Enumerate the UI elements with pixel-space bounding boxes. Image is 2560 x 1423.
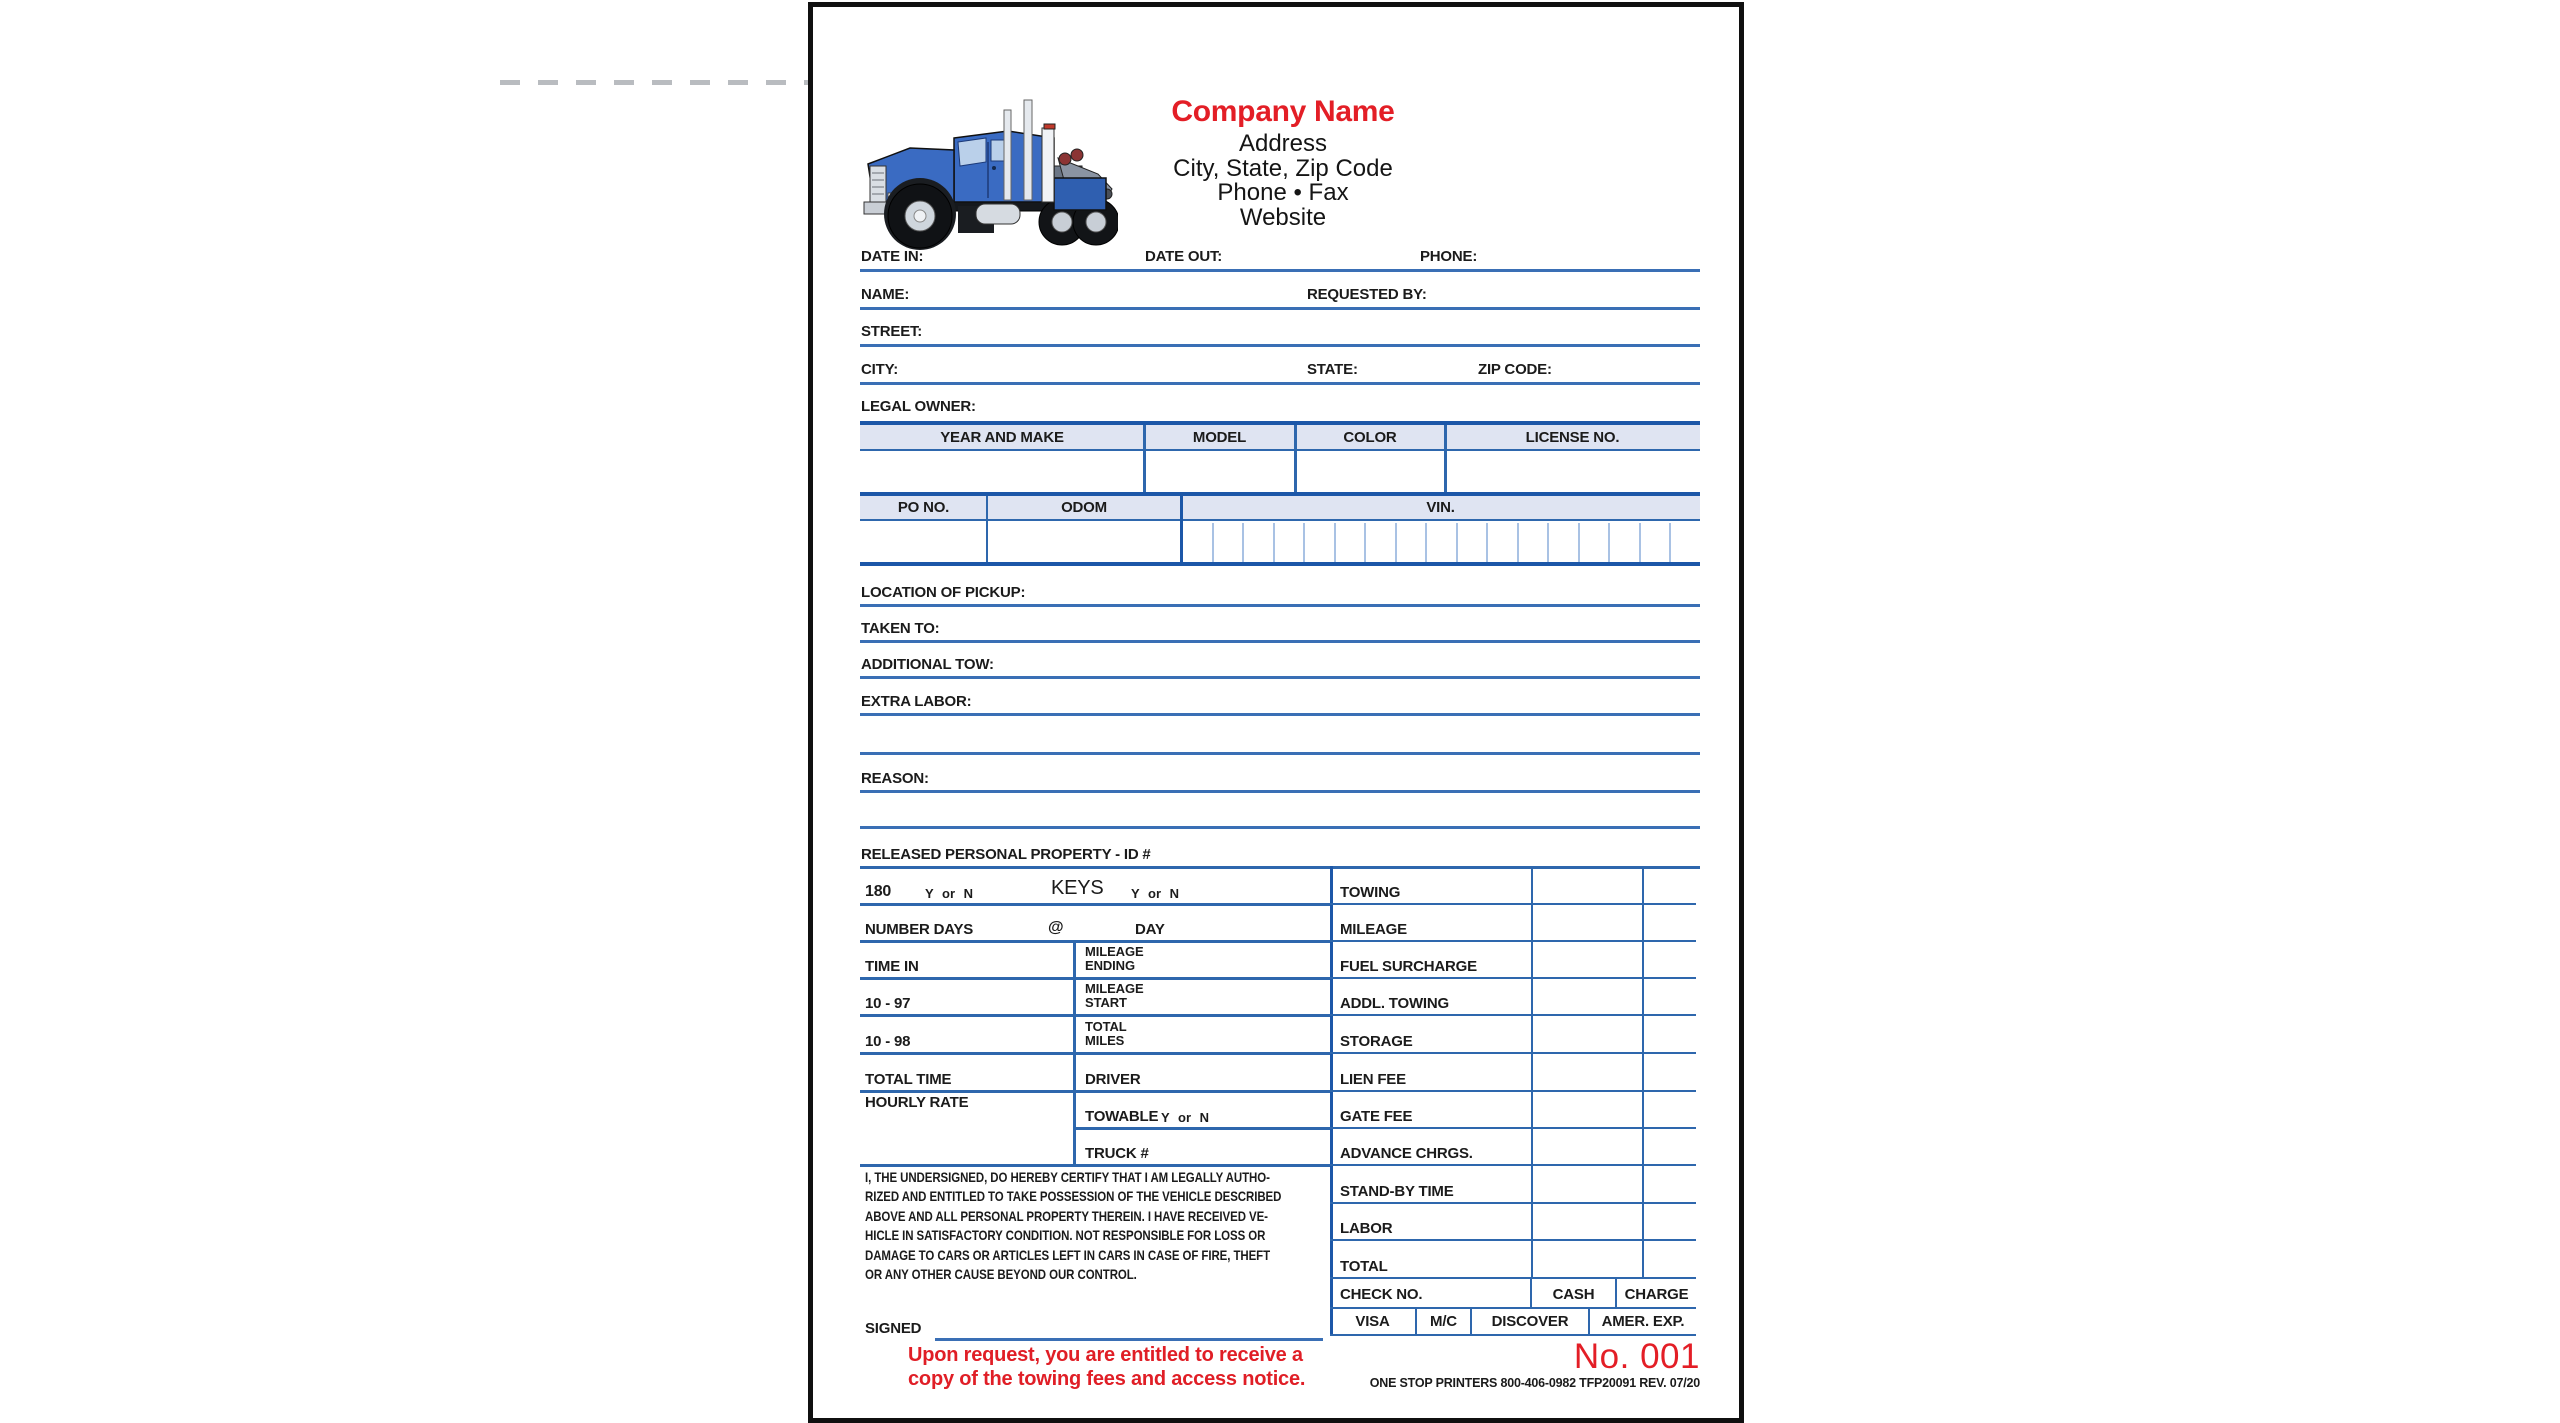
fee-label-lien-fee: LIEN FEE xyxy=(1340,1071,1406,1088)
field-label-phone: PHONE: xyxy=(1420,248,1478,265)
field-label-state: STATE: xyxy=(1307,361,1358,378)
grid-label-y-or-n: Y or N xyxy=(925,886,974,901)
fee-label-gate-fee: GATE FEE xyxy=(1340,1108,1413,1125)
field-label-street: STREET: xyxy=(861,323,923,340)
rule xyxy=(860,752,1700,755)
vin-cell-divider xyxy=(1669,523,1671,562)
grid-label-at-sign: @ xyxy=(1048,919,1064,936)
company-city-state-zip: City, State, Zip Code xyxy=(1173,154,1393,182)
rule xyxy=(1330,977,1696,979)
company-header xyxy=(983,95,1583,230)
company-address: Address xyxy=(1238,130,1328,157)
vin-cell-divider xyxy=(1578,523,1580,562)
payment-method-discover: DISCOVER xyxy=(1491,1313,1569,1330)
col-header-year-and-make: YEAR AND MAKE xyxy=(940,429,1064,446)
col-header-license-no: LICENSE NO. xyxy=(1525,429,1620,446)
fee-label-towing: TOWING xyxy=(1340,884,1401,901)
fee-label-storage: STORAGE xyxy=(1340,1033,1413,1050)
rule xyxy=(860,562,1700,566)
vin-cell-divider xyxy=(1608,523,1610,562)
fee-label-mileage: MILEAGE xyxy=(1340,921,1407,938)
rule xyxy=(1180,496,1183,562)
vin-cell-divider xyxy=(1456,523,1458,562)
fee-label-fuel-surcharge: FUEL SURCHARGE xyxy=(1340,958,1477,975)
rule xyxy=(1330,1164,1696,1166)
grid-label-keys: KEYS xyxy=(1051,877,1104,899)
rule xyxy=(1330,1052,1696,1054)
payment-label-charge: CHARGE xyxy=(1624,1286,1689,1303)
vin-cell-divider xyxy=(1303,523,1305,562)
printer-imprint-line: ONE STOP PRINTERS 800-406-0982 TFP20091 REV. 07/20 xyxy=(1369,1376,1700,1390)
grid-label-number-days: NUMBER DAYS xyxy=(865,921,974,938)
payment-method-visa: VISA xyxy=(1355,1313,1390,1330)
towing-fees-notice: Upon request, you are entitled to receive a copy of the towing fees and access notice. xyxy=(908,1344,1306,1390)
payment-label-cash: CASH xyxy=(1552,1286,1595,1303)
rule xyxy=(1073,940,1076,1166)
grid-label-y-or-n: Y or N xyxy=(1161,1110,1210,1125)
field-label-released-property: RELEASED PERSONAL PROPERTY - ID # xyxy=(861,846,1151,863)
field-label-legal-owner: LEGAL OWNER: xyxy=(861,398,976,415)
col-header-odom: ODOM xyxy=(1061,499,1107,516)
payment-method-amex: AMER. EXP. xyxy=(1601,1313,1685,1330)
vin-cell-divider xyxy=(1273,523,1275,562)
grid-label-10-97: 10 - 97 xyxy=(865,995,911,1012)
rule xyxy=(1330,940,1696,942)
grid-label-mileage-ending: MILEAGE ENDING xyxy=(1085,944,1144,973)
grid-label-hourly-rate: HOURLY RATE xyxy=(865,1094,969,1111)
signed-label: SIGNED xyxy=(865,1320,922,1337)
field-label-city: CITY: xyxy=(861,361,899,378)
rule xyxy=(860,1090,1330,1093)
fee-label-labor: LABOR xyxy=(1340,1220,1393,1237)
field-label-name: NAME: xyxy=(861,286,910,303)
company-website: Website xyxy=(1239,203,1327,231)
rule xyxy=(860,977,1330,980)
tow-invoice-form xyxy=(808,2,1744,1423)
rule xyxy=(860,307,1700,310)
rule xyxy=(986,496,988,562)
rule xyxy=(860,676,1700,679)
rule xyxy=(860,604,1700,607)
grid-label-10-98: 10 - 98 xyxy=(865,1033,911,1050)
field-label-zip-code: ZIP CODE: xyxy=(1478,361,1552,378)
rule xyxy=(860,826,1700,829)
rule xyxy=(860,640,1700,643)
rule xyxy=(1444,425,1447,492)
rule xyxy=(860,940,1330,943)
rule xyxy=(1330,1090,1696,1092)
rule xyxy=(860,449,1700,451)
rule xyxy=(1330,1014,1696,1016)
vin-cell-divider xyxy=(1334,523,1336,562)
company-name: Company Name xyxy=(1171,95,1395,128)
payment-method-mc: M/C xyxy=(1430,1313,1457,1330)
col-header-model: MODEL xyxy=(1192,429,1247,446)
rule xyxy=(860,1052,1330,1055)
grid-label-180: 180 xyxy=(865,883,892,900)
vin-cell-divider xyxy=(1364,523,1366,562)
rule xyxy=(1531,866,1533,1277)
rule xyxy=(860,344,1700,347)
vehicle-table xyxy=(860,421,1700,566)
company-phone-fax: Phone • Fax xyxy=(1217,179,1349,207)
rule xyxy=(1642,866,1644,1277)
vin-cell-divider xyxy=(1212,523,1214,562)
rule xyxy=(860,903,1330,906)
field-label-reason: REASON: xyxy=(861,770,929,787)
rule xyxy=(1073,1127,1330,1130)
rule xyxy=(860,790,1700,793)
rule xyxy=(860,713,1700,716)
vin-cell-divider xyxy=(1425,523,1427,562)
rule xyxy=(1330,1334,1696,1336)
certification-text: I, THE UNDERSIGNED, DO HEREBY CERTIFY THAT I AM LEGALLY AUTHO- RIZED AND ENTITLED TO TAKE POSSESSION OF THE VEHICLE DESCRIBED ABOVE AND ALL PERSONAL PROPERTY THEREIN. I HAVE RECEIVED VE- HICLE IN SATISFACTORY CONDITION. NOT RESPONSIBLE FOR LOSS OR DAMAGE TO CARS OR ARTICLES LEFT IN CARS IN CASE OF FIRE, THEFT OR ANY OTHER CAUSE BEYOND OUR CONTROL. xyxy=(865,1169,1282,1283)
field-label-date-out: DATE OUT: xyxy=(1145,248,1223,265)
vin-cell-divider xyxy=(1547,523,1549,562)
fee-label-advance-chrgs: ADVANCE CHRGS. xyxy=(1340,1145,1473,1162)
rule xyxy=(1294,425,1297,492)
fee-label-total: TOTAL xyxy=(1340,1258,1388,1275)
rule xyxy=(860,1014,1330,1017)
signature-line xyxy=(935,1338,1323,1341)
payment-label-check-no: CHECK NO. xyxy=(1340,1286,1423,1303)
col-header-vin: VIN. xyxy=(1426,499,1455,516)
field-label-requested-by: REQUESTED BY: xyxy=(1307,286,1427,303)
vin-cell-divider xyxy=(1639,523,1641,562)
vin-cell-divider xyxy=(1517,523,1519,562)
vin-cell-divider xyxy=(1486,523,1488,562)
grid-label-total-time: TOTAL TIME xyxy=(865,1071,952,1088)
grid-label-mileage-start: MILEAGE START xyxy=(1085,981,1144,1010)
fee-label-addl-towing: ADDL. TOWING xyxy=(1340,995,1449,1012)
rule xyxy=(860,866,1700,869)
rule xyxy=(1330,903,1696,905)
rule xyxy=(860,269,1700,272)
rule xyxy=(860,382,1700,385)
grid-label-driver: DRIVER xyxy=(1085,1071,1141,1088)
field-label-extra-labor: EXTRA LABOR: xyxy=(861,693,972,710)
grid-label-truck-number: TRUCK # xyxy=(1085,1145,1149,1162)
fee-label-stand-by-time: STAND-BY TIME xyxy=(1340,1183,1454,1200)
rule xyxy=(1330,1127,1696,1129)
vin-cell-divider xyxy=(1242,523,1244,562)
field-label-date-in: DATE IN: xyxy=(861,248,924,265)
rule xyxy=(1143,425,1146,492)
grid-label-day: DAY xyxy=(1135,921,1165,938)
grid-label-towable: TOWABLE xyxy=(1085,1108,1159,1125)
col-header-color: COLOR xyxy=(1343,429,1397,446)
field-label-taken-to: TAKEN TO: xyxy=(861,620,940,637)
field-label-additional-tow: ADDITIONAL TOW: xyxy=(861,656,994,673)
col-header-po-no: PO NO. xyxy=(897,499,950,516)
grid-label-time-in: TIME IN xyxy=(865,958,919,975)
grid-label-y-or-n: Y or N xyxy=(1131,886,1180,901)
form-number: No. 001 xyxy=(1573,1337,1700,1376)
rule xyxy=(1330,1307,1696,1309)
rule xyxy=(860,1164,1330,1167)
grid-label-total-miles: TOTAL MILES xyxy=(1085,1019,1127,1048)
field-label-location-of-pickup: LOCATION OF PICKUP: xyxy=(861,584,1026,601)
vin-cell-divider xyxy=(1395,523,1397,562)
